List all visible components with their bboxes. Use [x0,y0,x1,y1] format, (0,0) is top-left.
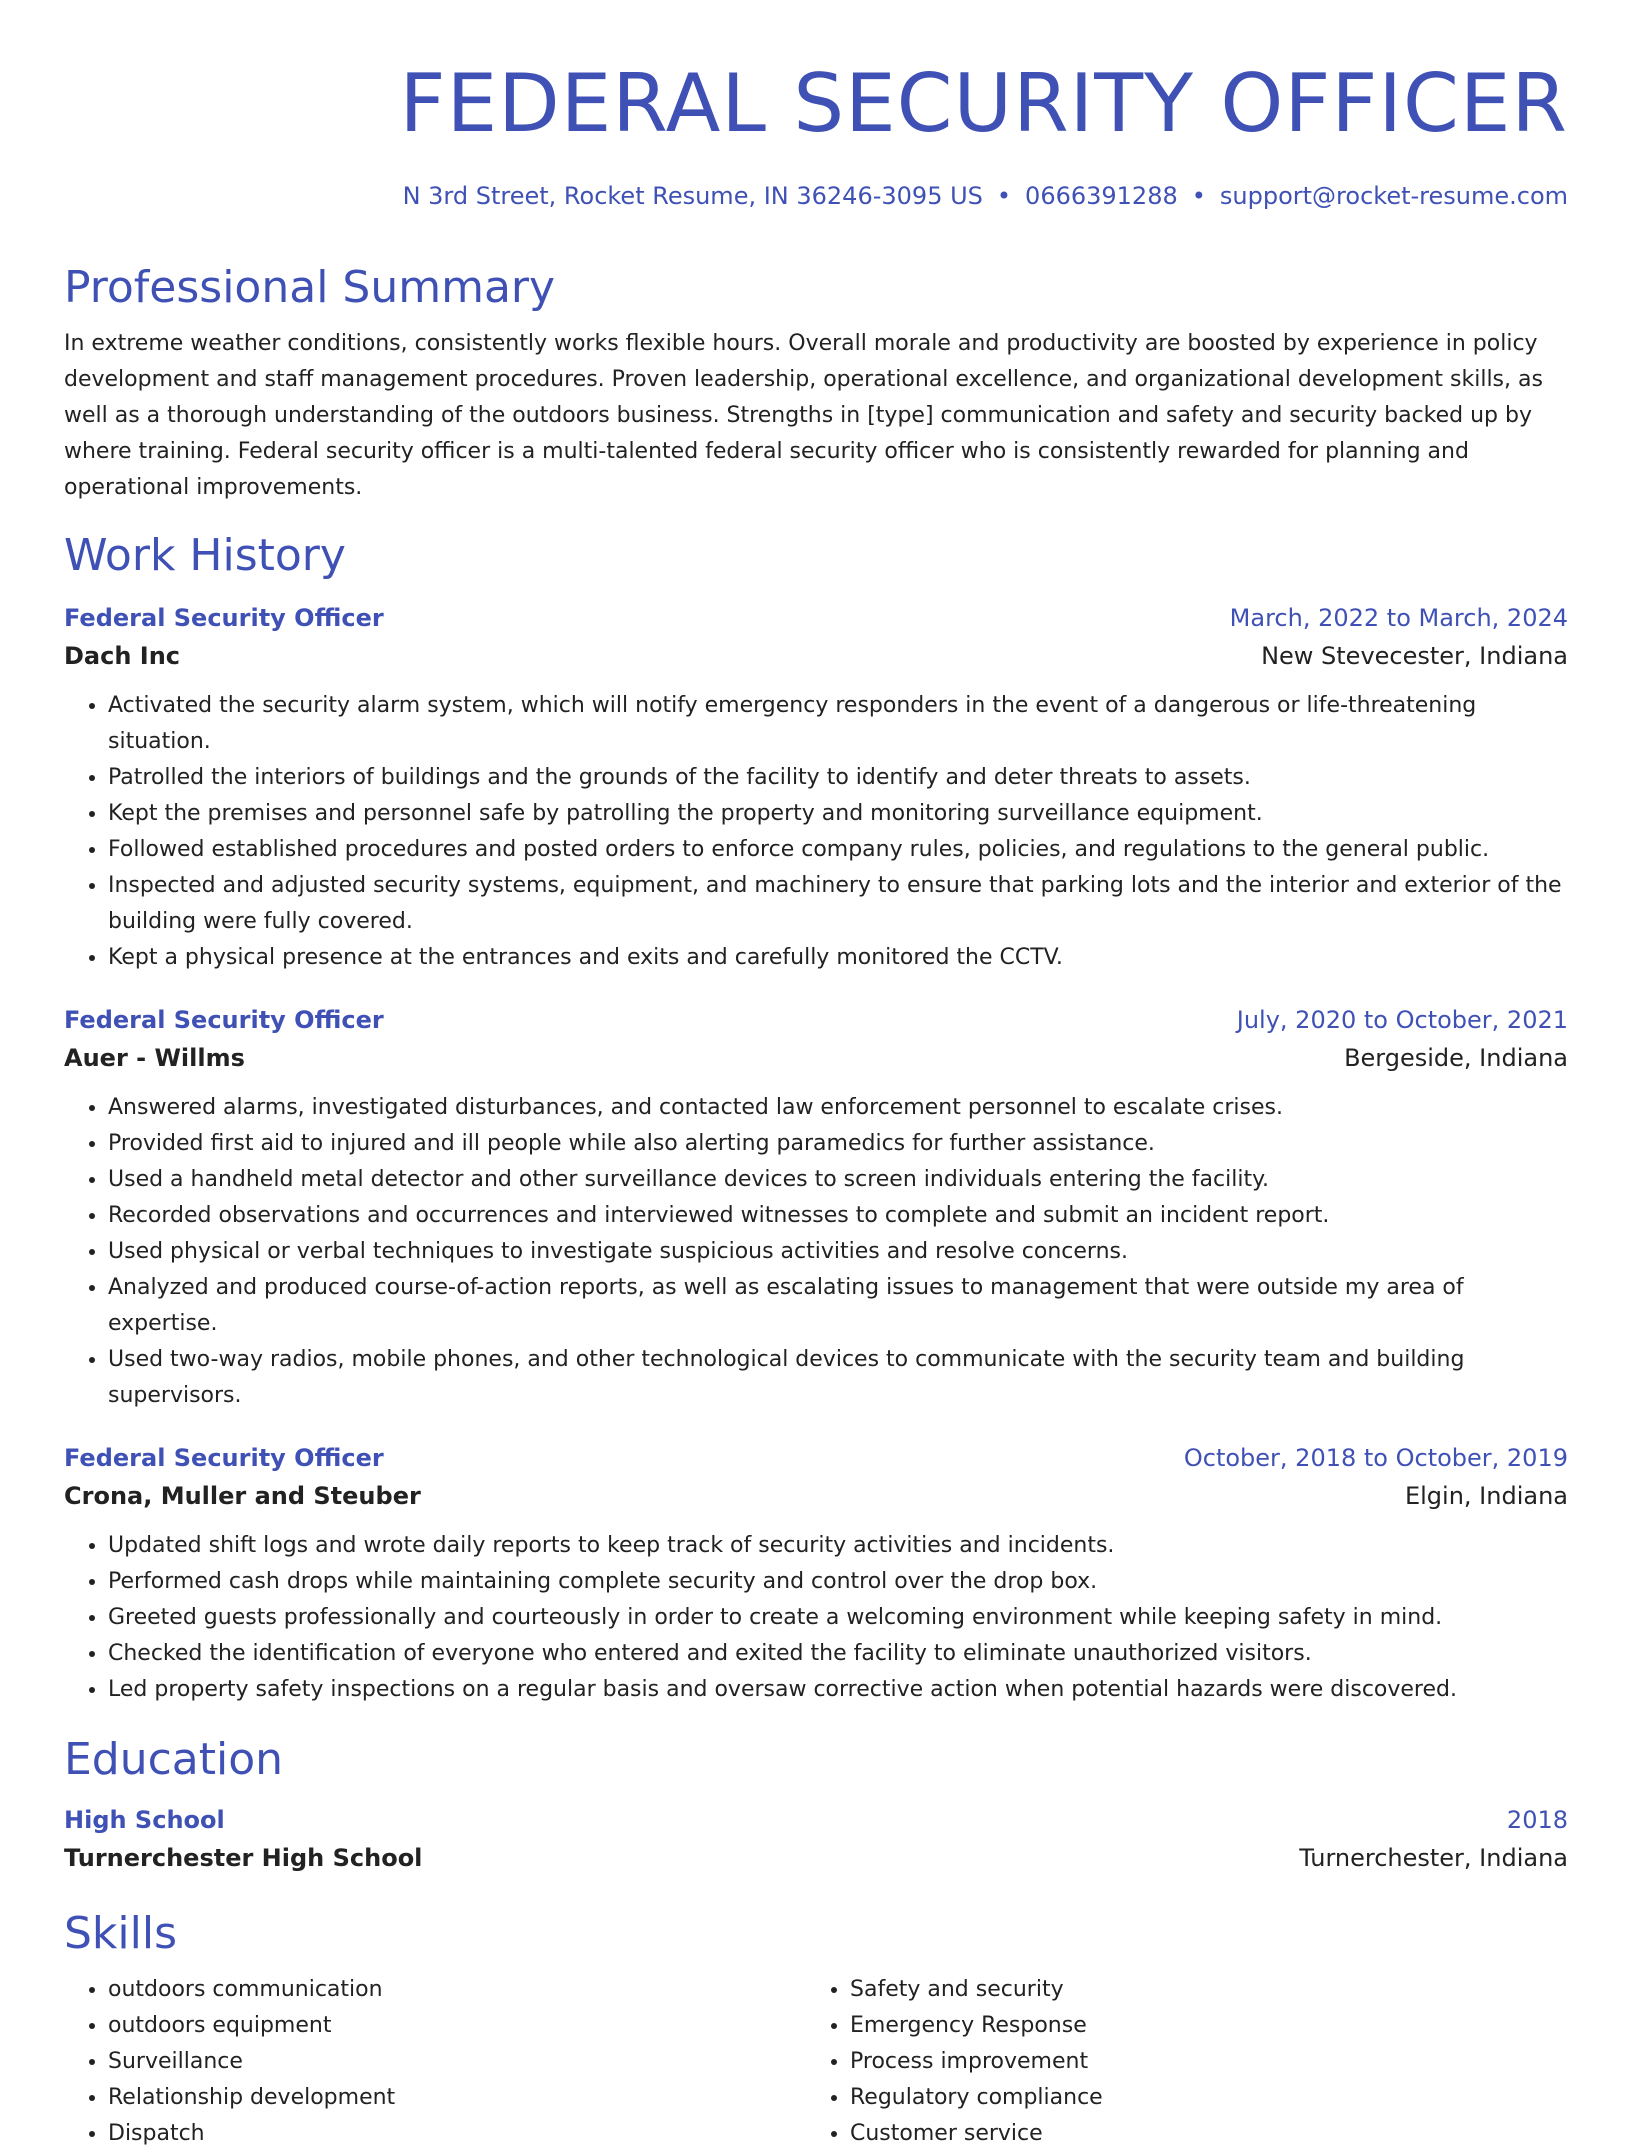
job-bullets [64,1090,1568,1414]
job-role: Federal Security Officer [64,1444,384,1472]
resume-page [64,0,1568,2152]
skills-heading: Skills [64,1908,178,1959]
list-item: • Followed established procedures and posted orders to enforce company rules, policies, and regulations to the general public. [108,832,1568,868]
contact-address: N 3rd Street, Rocket Resume, IN 36246-3095 US [402,182,983,210]
education-school: Turnerchester High School [64,1844,423,1872]
job-entry [64,1440,1568,1708]
work-history-heading: Work History [64,530,346,581]
job-location: New Stevecester, Indiana [1261,642,1568,670]
list-item: • Led property safety inspections on a regular basis and oversaw corrective action when potential hazards were discovered. [108,1672,1568,1708]
skill-item: • Regulatory compliance [850,2080,1548,2116]
skill-item: • Emergency Response [850,2008,1548,2044]
job-role: Federal Security Officer [64,604,384,632]
job-bullets [64,1528,1568,1708]
list-item: • Performed cash drops while maintaining complete security and control over the drop box. [108,1564,1568,1600]
list-item: • Activated the security alarm system, which will notify emergency responders in the event of a dangerous or life-threatening situation. [108,688,1568,760]
contact-email: support@rocket-resume.com [1219,182,1568,210]
job-location: Elgin, Indiana [1404,1482,1568,1510]
list-item: • Inspected and adjusted security systems, equipment, and machinery to ensure that parking lots and the interior and exterior of the building were fully covered. [108,868,1568,940]
list-item: • Provided first aid to injured and ill people while also alerting paramedics for further assistance. [108,1126,1568,1162]
list-item: • Updated shift logs and wrote daily reports to keep track of security activities and incidents. [108,1528,1568,1564]
list-item: • Kept the premises and personnel safe by patrolling the property and monitoring surveillance equipment. [108,796,1568,832]
list-item: • Answered alarms, investigated disturbances, and contacted law enforcement personnel to escalate crises. [108,1090,1568,1126]
job-role: Federal Security Officer [64,1006,384,1034]
skill-item: • Customer service [850,2116,1548,2152]
list-item: • Used two-way radios, mobile phones, and other technological devices to communicate with the security team and building supervisors. [108,1342,1568,1414]
contact-line [64,180,1568,212]
skills-column-right [806,1972,1548,2152]
skill-item: • Dispatch [108,2116,806,2152]
skills-list [64,1972,1568,2152]
job-entry [64,600,1568,976]
list-item: • Greeted guests professionally and courteously in order to create a welcoming environment while keeping safety in mind. [108,1600,1568,1636]
list-item: • Analyzed and produced course-of-action reports, as well as escalating issues to management that were outside my area of expertise. [108,1270,1568,1342]
education-degree: High School [64,1806,225,1834]
contact-separator: • [996,182,1012,210]
skill-item: • outdoors equipment [108,2008,806,2044]
list-item: • Kept a physical presence at the entrances and exits and carefully monitored the CCTV. [108,940,1568,976]
job-dates: July, 2020 to October, 2021 [1236,1006,1568,1034]
education-entry [64,1802,1568,1878]
education-location: Turnerchester, Indiana [1299,1844,1568,1872]
skills-column-left [64,1972,806,2152]
contact-separator: • [1191,182,1206,210]
contact-phone: 0666391288 [1025,182,1178,210]
list-item: • Recorded observations and occurrences and interviewed witnesses to complete and submit an incident report. [108,1198,1568,1234]
job-location: Bergeside, Indiana [1344,1044,1568,1072]
education-heading: Education [64,1734,284,1785]
job-dates: October, 2018 to October, 2019 [1183,1444,1568,1472]
job-bullets [64,688,1568,976]
skill-item: • Safety and security [850,1972,1548,2008]
job-company: Crona, Muller and Steuber [64,1482,421,1510]
job-company: Auer - Willms [64,1044,245,1072]
job-entry [64,1002,1568,1414]
education-year: 2018 [1506,1806,1568,1834]
page-title: FEDERAL SECURITY OFFICER [399,57,1568,150]
list-item: • Used a handheld metal detector and other surveillance devices to screen individuals entering the facility. [108,1162,1568,1198]
job-dates: March, 2022 to March, 2024 [1229,604,1568,632]
list-item: • Patrolled the interiors of buildings and the grounds of the facility to identify and deter threats to assets. [108,760,1568,796]
summary-text: In extreme weather conditions, consistently works flexible hours. Overall morale and productivity are boosted by experience in policy development and staff management procedures. Proven leadership, operational excellence, and organizational development skills, as well as a thorough understanding of the outdoors business. Strengths in [type] communication and safety and security backed up by where training. Federal security officer is a multi-talented federal security officer who is consistently rewarded for planning and operational improvements. [64,331,1543,500]
job-company: Dach Inc [64,642,181,670]
skill-item: • Process improvement [850,2044,1548,2080]
skill-item: • outdoors communication [108,1972,806,2008]
summary-heading: Professional Summary [64,262,556,313]
list-item: • Used physical or verbal techniques to investigate suspicious activities and resolve concerns. [108,1234,1568,1270]
skill-item: • Surveillance [108,2044,806,2080]
skill-item: • Relationship development [108,2080,806,2116]
list-item: • Checked the identification of everyone who entered and exited the facility to eliminate unauthorized visitors. [108,1636,1568,1672]
